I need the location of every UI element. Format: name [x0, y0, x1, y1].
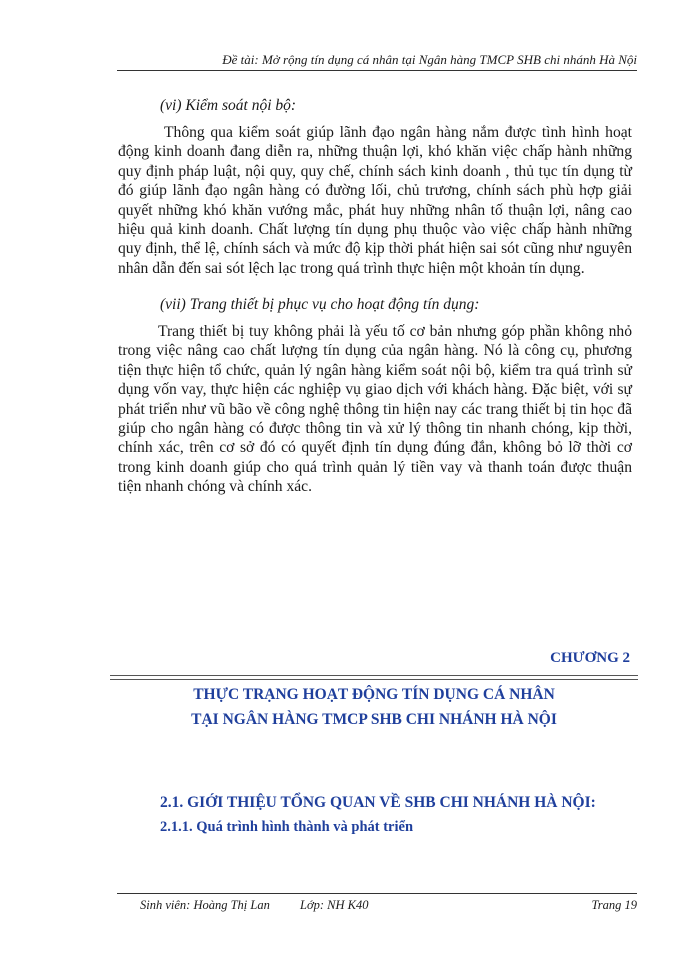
- paragraph-equipment: Trang thiết bị tuy không phải là yếu tố cơ bản nhưng góp phần không nhỏ trong việc nâng cao chất lượng tín dụng của ngân hàng. Nó là công cụ, phương tiện thực hiện tổ chức, quản lý ngân hàng kiểm soát nội bộ, kiểm tra quá trình sử dụng vốn vay, thực hiện các nghiệp vụ giao dịch với khách hàng. Đặc biệt, với sự phát triển như vũ bão về công nghệ thông tin hiện nay các trang thiết bị tin học đã giúp cho ngân hàng có được thông tin và xử lý thông tin nhanh chóng, kịp thời, chính xác, trên cơ sở đó có quyết định tín dụng đúng đắn, không bỏ lỡ thời cơ trong kinh doanh giúp cho quá trình quản lý tiền vay và thanh toán được thuận tiện nhanh chóng và chính xác.: [118, 323, 632, 496]
- section-heading: 2.1. GIỚI THIỆU TỔNG QUAN VỀ SHB CHI NHÁNH HÀ NỘI:: [160, 794, 596, 811]
- subheading-internal-control: (vi) Kiểm soát nội bộ:: [160, 97, 297, 114]
- footer-divider: [117, 893, 637, 894]
- chapter-title-line-2: TẠI NGÂN HÀNG TMCP SHB CHI NHÁNH HÀ NỘI: [191, 711, 557, 728]
- subheading-equipment: (vii) Trang thiết bị phục vụ cho hoạt động tín dụng:: [160, 296, 480, 313]
- subsection-heading: 2.1.1. Quá trình hình thành và phát triển: [160, 819, 414, 835]
- footer-student: Sinh viên: Hoàng Thị Lan: [140, 898, 270, 912]
- chapter-title-line-1: THỰC TRẠNG HOẠT ĐỘNG TÍN DỤNG CÁ NHÂN: [193, 686, 555, 703]
- header-divider: [117, 70, 637, 71]
- footer-class: Lớp: NH K40: [300, 898, 369, 912]
- footer-page-number: Trang 19: [591, 898, 637, 912]
- document-header-title: Đề tài: Mở rộng tín dụng cá nhân tại Ngân hàng TMCP SHB chi nhánh Hà Nội: [222, 52, 637, 67]
- paragraph-internal-control: Thông qua kiểm soát giúp lãnh đạo ngân hàng nắm được tình hình hoạt động kinh doanh đang diễn ra, những thuận lợi, khó khăn việc chấp hành những quy định pháp luật, nội quy, quy chế, chính sách kinh doanh , thủ tục tín dụng từ đó giúp lãnh đạo ngân hàng có đường lối, chủ trương, chính sách phù hợp giải quyết những khó khăn vướng mắc, phát huy những nhân tố thuận lợi, nâng cao hiệu quả kinh doanh. Chất lượng tín dụng phụ thuộc vào việc chấp hành những quy định, thể lệ, chính sách và mức độ kịp thời phát hiện sai sót cũng như nguyên nhân dẫn đến sai sót lệch lạc trong quá trình thực hiện một khoản tín dụng.: [118, 124, 632, 277]
- chapter-divider: [110, 675, 638, 680]
- chapter-label: CHƯƠNG 2: [550, 650, 630, 666]
